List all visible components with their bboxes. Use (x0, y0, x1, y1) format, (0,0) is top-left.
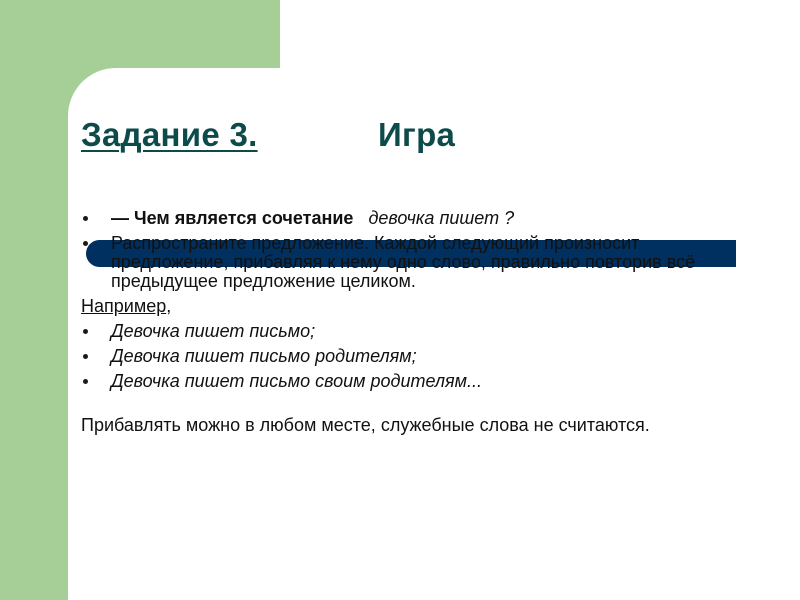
example-label: Например (81, 296, 167, 316)
bullet-icon (83, 379, 88, 384)
title-task: Задание 3. (81, 116, 258, 153)
example-comma: , (166, 296, 172, 316)
list-item-example-2 (81, 347, 701, 366)
example-2: Девочка пишет письмо родителям; (111, 346, 417, 366)
question-bold: — Чем является сочетание (111, 208, 354, 228)
bullet-icon (83, 329, 88, 334)
question-italic: девочка пишет ? (368, 208, 515, 228)
example-1: Девочка пишет письмо; (111, 321, 316, 341)
spacer (81, 397, 701, 416)
example-label-row (81, 297, 701, 316)
note-row (81, 416, 701, 435)
list-item-example-1 (81, 322, 701, 341)
bullet-icon (83, 241, 88, 246)
list-item-instruction (81, 234, 701, 291)
title-game: Игра (378, 116, 456, 153)
bullet-icon (83, 354, 88, 359)
instruction-text: Распространите предложение. Каждой следующий произносит предложение, прибавляя к нему одно слово, правильно повторив всё предыдущее предложение целиком. (111, 233, 696, 291)
example-3: Девочка пишет письмо своим родителям... (111, 371, 482, 391)
slide-title (81, 116, 456, 154)
slide-content (81, 209, 701, 441)
bullet-icon (83, 216, 88, 221)
list-item-question (81, 209, 701, 228)
list-item-example-3 (81, 372, 701, 391)
note-text: Прибавлять можно в любом месте, служебные слова не считаются. (81, 415, 650, 435)
